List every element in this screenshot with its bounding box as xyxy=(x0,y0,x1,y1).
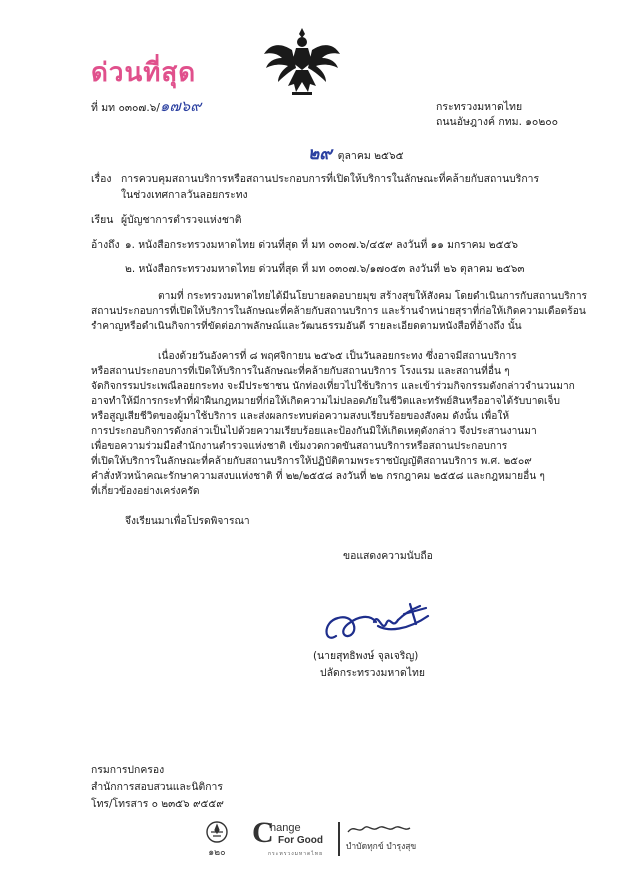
slogan-script-icon xyxy=(346,822,412,836)
reference-item-1: ๑. หนังสือกระทรวงมหาดไทย ด่วนที่สุด ที่ มท ๐๓๐๗.๖/๔๕๙ ลงวันที่ ๑๑ มกราคม ๒๕๕๖ xyxy=(125,239,518,251)
document-number-handwritten: ๑๗๖๙ xyxy=(159,97,202,115)
signature-icon xyxy=(318,592,438,652)
slogan-logo xyxy=(338,822,420,856)
body-p2-line-7: เพื่อขอความร่วมมือสำนักงานตำรวจแห่งชาติ เข้มงวดกวดขันสถานบริการหรือสถานประกอบการ xyxy=(91,441,508,452)
urgency-heading: ด่วนที่สุด xyxy=(91,58,197,88)
body-p2-line-9: คำสั่งหัวหน้าคณะรักษาความสงบแห่งชาติ ที่ ๒๒/๒๕๕๘ ลงวันที่ ๒๒ กรกฎาคม ๒๕๕๘ และกฎหมายอื่น ๆ xyxy=(91,471,545,482)
references-label: อ้างถึง xyxy=(91,239,120,251)
body-p2-line-1: เนื่องด้วยวันอังคารที่ ๘ พฤศจิกายน ๒๕๖๕ เป็นวันลอยกระทง ซึ่งอาจมีสถานบริการ xyxy=(158,351,517,362)
body-p2-line-4: อาจทำให้มีการกระทำที่ฝ่าฝืนกฎหมายที่ก่อให้เกิดความไม่ปลอดภัยในชีวิตและทรัพย์สินหรืออาจได้รับบาดเจ็บ xyxy=(91,396,560,407)
body-p2-line-5: หรือสูญเสียชีวิตของผู้มาใช้บริการ และส่งผลกระทบต่อความสงบเรียบร้อยของสังคม ดังนั้น เพื่อให้ xyxy=(91,411,510,422)
subject-line-1: การควบคุมสถานบริการหรือสถานประกอบการที่เปิดให้บริการในลักษณะที่คล้ายกับสถานบริการ xyxy=(121,173,540,185)
body-p2-line-6: การประกอบกิจการดังกล่าวเป็นไปด้วยความเรียบร้อยและป้องกันมิให้เกิดเหตุดังกล่าว จึงประสานงานมา xyxy=(91,426,537,437)
footer-office: สำนักการสอบสวนและนิติการ xyxy=(91,781,223,793)
change-logo-line-1: hange xyxy=(270,822,301,834)
slogan-text: บำบัดทุกข์ บำรุงสุข xyxy=(346,842,417,852)
footer-department: กรมการปกครอง xyxy=(91,764,165,776)
ministry-name: กระทรวงมหาดไทย xyxy=(436,101,523,113)
body-p2-line-8: ที่เปิดให้บริการในลักษณะที่คล้ายกับสถานบริการให้ปฏิบัติตามพระราชบัญญัติสถานบริการ พ.ศ. ๒๕๐๙ xyxy=(91,456,532,467)
change-logo-line-2: For Good xyxy=(278,835,323,846)
recipient-value: ผู้บัญชาการตำรวจแห่งชาติ xyxy=(121,214,242,226)
body-p3: จึงเรียนมาเพื่อโปรดพิจารณา xyxy=(125,516,250,527)
garuda-emblem-icon xyxy=(262,24,342,100)
date-month-year: ตุลาคม ๒๕๖๕ xyxy=(337,150,404,162)
signer-title: ปลัดกระทรวงมหาดไทย xyxy=(320,667,425,679)
anniversary-seal-icon xyxy=(203,820,231,844)
signer-name: (นายสุทธิพงษ์ จุลเจริญ) xyxy=(313,650,419,662)
ministry-address: ถนนอัษฎางค์ กทม. ๑๐๒๐๐ xyxy=(436,116,559,128)
anniversary-logo xyxy=(199,820,235,858)
change-for-good-logo xyxy=(252,816,332,862)
body-p1-line-3: รำคาญหรือดำเนินกิจการที่ขัดต่อภาพลักษณ์และวัฒนธรรมอันดี รายละเอียดตามหนังสือที่อ้างถึง นั้น xyxy=(91,321,522,332)
change-logo-sub: กระทรวงมหาดไทย xyxy=(268,851,324,857)
anniversary-number: ๑๒๐ xyxy=(208,848,226,858)
body-p1-line-1: ตามที่ กระทรวงมหาดไทยได้มีนโยบายลดอบายมุข สร้างสุขให้สังคม โดยดำเนินการกับสถานบริการ xyxy=(158,291,588,302)
body-p2-line-2: หรือสถานประกอบการที่เปิดให้บริการในลักษณะที่คล้ายกับสถานบริการ โรงแรม และสถานที่อื่น ๆ xyxy=(91,366,510,377)
footer-phone: โทร/โทรสาร ๐ ๒๓๕๖ ๙๕๕๙ xyxy=(91,798,224,810)
closing-greeting: ขอแสดงความนับถือ xyxy=(343,550,433,562)
body-p2-line-3: จัดกิจกรรมประเพณีลอยกระทง จะมีประชาชน นักท่องเที่ยวไปใช้บริการ และเข้าร่วมกิจกรรมดังกล่าวจำนวนมาก xyxy=(91,381,575,392)
ministry-block xyxy=(436,100,558,130)
change-logo-c: C xyxy=(252,816,274,849)
subject-label: เรื่อง xyxy=(91,173,112,185)
document-number-label: ที่ มท ๐๓๐๗.๖/ xyxy=(91,102,160,114)
recipient-label: เรียน xyxy=(91,214,114,226)
body-p2-line-10: ที่เกี่ยวข้องอย่างเคร่งครัด xyxy=(91,486,200,497)
document-number xyxy=(91,94,201,118)
subject-line-2: ในช่วงเทศกาลวันลอยกระทง xyxy=(121,189,248,201)
date-day-handwritten: ๒๙ xyxy=(308,144,332,164)
reference-item-2: ๒. หนังสือกระทรวงมหาดไทย ด่วนที่สุด ที่ มท ๐๓๐๗.๖/๑๗๐๕๓ ลงวันที่ ๒๖ ตุลาคม ๒๕๖๓ xyxy=(125,263,525,275)
letter-date xyxy=(308,140,404,167)
body-p1-line-2: สถานประกอบการที่เปิดให้บริการในลักษณะที่คล้ายกับสถานบริการ และร้านจำหน่ายสุราที่ก่อให้เกิดความเดือดร้อน xyxy=(91,306,586,317)
